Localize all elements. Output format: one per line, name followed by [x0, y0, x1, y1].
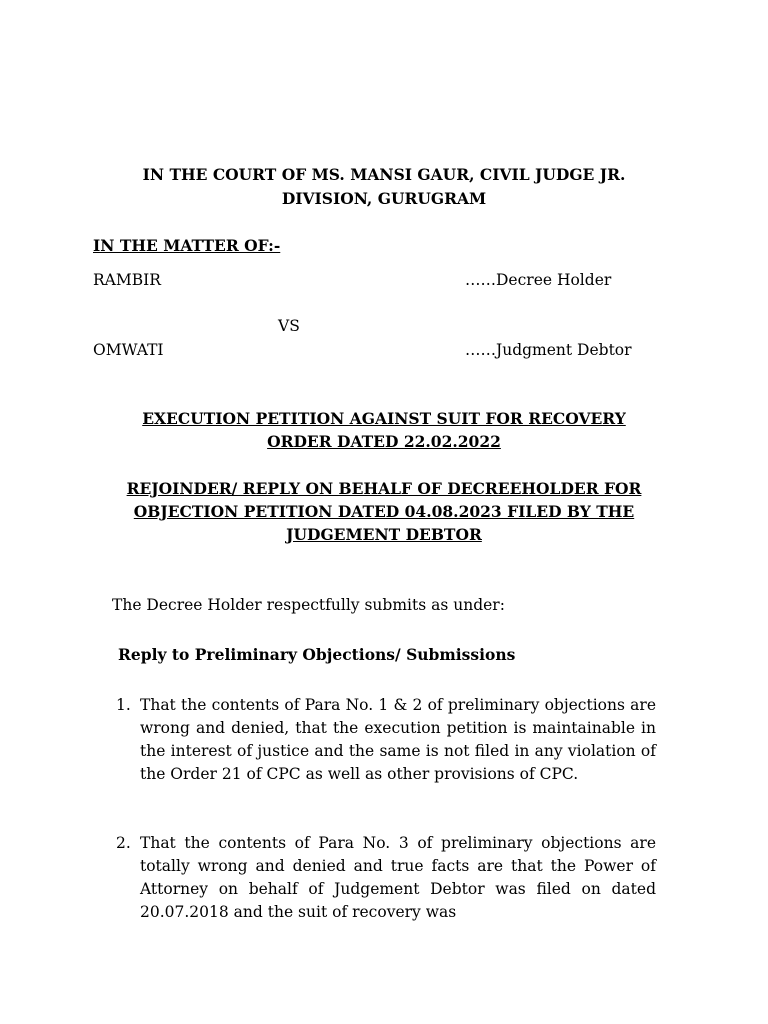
paragraph-text: That the contents of Para No. 3 of preliminary objections are totally wrong and denied and true facts are that the Power of Attorney on behalf of Judgement Debtor was filed on dated 20.07.2018 and the suit of recovery was	[140, 834, 656, 921]
respondent-role: ……Judgment Debtor	[465, 341, 632, 359]
petitioner-role: ……Decree Holder	[465, 271, 612, 289]
court-heading	[90, 163, 678, 211]
rejoinder-title	[90, 477, 678, 546]
court-heading-line-1: IN THE COURT OF MS. MANSI GAUR, CIVIL JUDGE JR.	[142, 165, 626, 184]
execution-title-line-1: EXECUTION PETITION AGAINST SUIT FOR RECOVERY	[142, 409, 626, 428]
section-title: Reply to Preliminary Objections/ Submissions	[118, 645, 516, 664]
rejoinder-title-line-1: REJOINDER/ REPLY ON BEHALF OF DECREEHOLDER FOR	[126, 479, 642, 498]
court-heading-line-2: DIVISION, GURUGRAM	[281, 189, 487, 208]
paragraph-text: That the contents of Para No. 1 & 2 of preliminary objections are wrong and denied, that the execution petition is maintainable in the interest of justice and the same is not filed in any violation of the Order 21 of CPC as well as other provisions of CPC.	[140, 696, 656, 783]
paragraph-2	[116, 832, 656, 924]
matter-label: IN THE MATTER OF:-	[93, 236, 281, 255]
intro-text: The Decree Holder respectfully submits as under:	[112, 596, 505, 614]
rejoinder-title-line-2: OBJECTION PETITION DATED 04.08.2023 FILED BY THE	[133, 502, 635, 521]
paragraph-number: 2.	[116, 834, 131, 852]
versus-label: VS	[278, 317, 300, 335]
rejoinder-title-line-3: JUDGEMENT DEBTOR	[286, 525, 482, 544]
execution-title-line-2: ORDER DATED 22.02.2022	[267, 432, 501, 451]
paragraph-1	[116, 694, 656, 786]
petitioner-name: RAMBIR	[93, 271, 161, 289]
execution-petition-title	[90, 407, 678, 453]
paragraph-number: 1.	[116, 696, 131, 714]
respondent-name: OMWATI	[93, 341, 164, 359]
